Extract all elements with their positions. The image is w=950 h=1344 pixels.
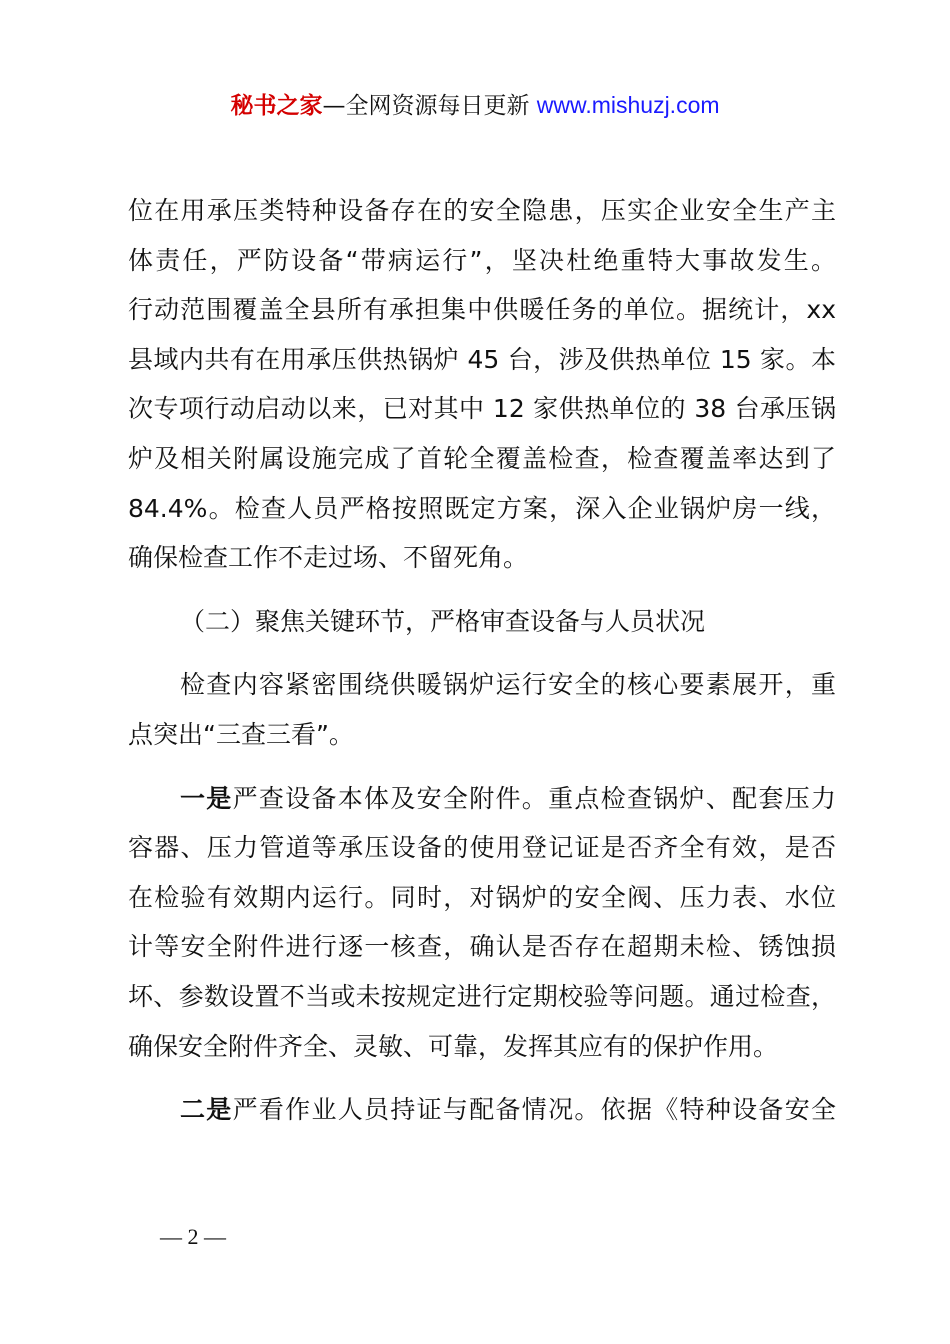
paragraph-inspection-scope [128,186,836,583]
site-header [0,90,950,121]
text-line: 点突出“三查三看”。 [128,719,354,749]
text-line: 位在用承压类特种设备存在的安全隐患，压实企业安全生产主 [128,196,836,225]
text-line: 行动范围覆盖全县所有承担集中供暖任务的单位。据统计，xx [128,295,836,325]
text-line: 一是严查设备本体及安全附件。重点检查锅炉、配套压力 [180,783,836,813]
text-line: 坏、参数设置不当或未按规定进行定期校验等问题。通过检查， [128,981,836,1011]
site-brand: 秘书之家 [230,93,323,119]
paragraph-inspection-content [128,660,836,759]
text-line: 确保检查工作不走过场、不留死角。 [128,543,529,573]
text-line: 次专项行动启动以来，已对其中 12 家供热单位的 38 台承压锅 [128,394,836,424]
text-line: 县域内共有在用承压供热锅炉 45 台，涉及供热单位 15 家。本 [128,344,836,374]
text-line: 二是严看作业人员持证与配备情况。依据《特种设备安全 [180,1095,836,1125]
text-line: 计等安全附件进行逐一核查，确认是否存在超期未检、锈蚀损 [128,932,836,962]
point-lead: 二是 [180,1095,233,1125]
document-body [128,186,836,1135]
text-line: 炉及相关附属设施完成了首轮全覆盖检查，检查覆盖率达到了 [128,443,836,473]
text-line: 容器、压力管道等承压设备的使用登记证是否齐全有效，是否 [128,833,836,863]
paragraph-point-two [128,1085,836,1135]
text-line: 84.4%。检查人员严格按照既定方案，深入企业锅炉房一线， [128,493,836,523]
page-number: — 2 — [160,1224,226,1249]
text-line: 检查内容紧密围绕供暖锅炉运行安全的核心要素展开，重 [180,670,836,700]
section-heading: （二）聚焦关键环节，严格审查设备与人员状况 [180,606,706,636]
text-line: 确保安全附件齐全、灵敏、可靠，发挥其应有的保护作用。 [128,1031,779,1061]
paragraph-point-one [128,774,836,1072]
site-url-link[interactable]: www.mishuzj.com [536,92,720,118]
site-slogan: —全网资源每日更新 [322,93,537,119]
point-lead: 一是 [180,783,233,813]
text-line: 体责任，严防设备“带病运行”，坚决杜绝重特大事故发生。 [128,245,836,275]
text-line: 在检验有效期内运行。同时，对锅炉的安全阀、压力表、水位 [128,882,836,912]
